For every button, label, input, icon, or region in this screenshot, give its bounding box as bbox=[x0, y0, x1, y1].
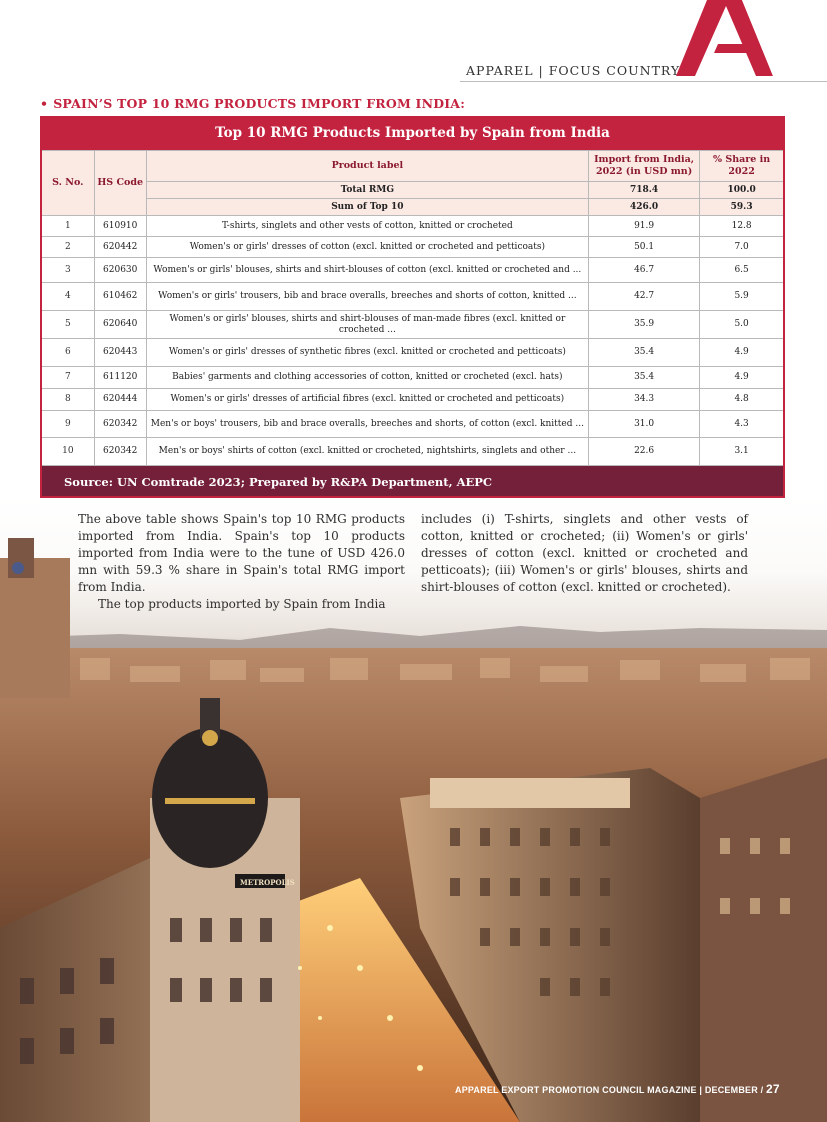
summary-import: 718.4 bbox=[588, 182, 699, 199]
body-column-right bbox=[421, 511, 748, 596]
cell-share: 6.5 bbox=[700, 258, 784, 283]
table-row bbox=[41, 411, 784, 438]
header-import: Import from India, 2022 (in USD mn) bbox=[588, 151, 699, 182]
page-footer bbox=[455, 1082, 780, 1096]
cell-import: 22.6 bbox=[588, 438, 699, 466]
table-row bbox=[41, 311, 784, 339]
cell-product: Babies' garments and clothing accessories of cotton, knitted or crocheted (excl. hats) bbox=[146, 367, 588, 389]
table-source: Source: UN Comtrade 2023; Prepared by R&PA Department, AEPC bbox=[40, 466, 785, 498]
cell-share: 4.9 bbox=[700, 367, 784, 389]
body-paragraph: The above table shows Spain's top 10 RMG products imported from India. Spain's top 10 products imported from India were to the tune of USD 426.0 mn with 59.3 % share in Spain's total RMG import from India. bbox=[78, 512, 405, 594]
cell-import: 35.4 bbox=[588, 367, 699, 389]
cell-import: 91.9 bbox=[588, 216, 699, 237]
cell-import: 35.4 bbox=[588, 339, 699, 367]
cell-sno: 3 bbox=[41, 258, 94, 283]
section-label: APPAREL | FOCUS COUNTRY bbox=[466, 63, 681, 78]
cell-product: Men's or boys' shirts of cotton (excl. knitted or crocheted, nightshirts, singlets and other ... bbox=[146, 438, 588, 466]
cell-hs: 610462 bbox=[94, 283, 146, 311]
table-row bbox=[41, 283, 784, 311]
cell-sno: 5 bbox=[41, 311, 94, 339]
page-number: 27 bbox=[766, 1082, 780, 1096]
table-title: Top 10 RMG Products Imported by Spain from India bbox=[40, 116, 785, 150]
cell-hs: 620443 bbox=[94, 339, 146, 367]
section-heading bbox=[40, 96, 465, 111]
cell-share: 7.0 bbox=[700, 237, 784, 258]
cell-hs: 620630 bbox=[94, 258, 146, 283]
products-table bbox=[40, 116, 785, 498]
cell-hs: 620444 bbox=[94, 389, 146, 411]
cell-sno: 1 bbox=[41, 216, 94, 237]
header-product-label: Product label bbox=[146, 151, 588, 182]
cell-share: 4.3 bbox=[700, 411, 784, 438]
cell-sno: 9 bbox=[41, 411, 94, 438]
cell-sno: 4 bbox=[41, 283, 94, 311]
cell-hs: 611120 bbox=[94, 367, 146, 389]
cell-sno: 10 bbox=[41, 438, 94, 466]
table-row bbox=[41, 367, 784, 389]
cell-hs: 620442 bbox=[94, 237, 146, 258]
cell-hs: 620342 bbox=[94, 438, 146, 466]
cell-import: 46.7 bbox=[588, 258, 699, 283]
summary-import: 426.0 bbox=[588, 199, 699, 216]
cell-product: Women's or girls' dresses of synthetic fibres (excl. knitted or crocheted and petticoats) bbox=[146, 339, 588, 367]
magazine-logo bbox=[670, 0, 827, 76]
cell-share: 4.9 bbox=[700, 339, 784, 367]
header-sno: S. No. bbox=[41, 151, 94, 216]
cell-sno: 7 bbox=[41, 367, 94, 389]
cell-product: T-shirts, singlets and other vests of cotton, knitted or crocheted bbox=[146, 216, 588, 237]
cell-product: Women's or girls' dresses of artificial fibres (excl. knitted or crocheted and petticoats) bbox=[146, 389, 588, 411]
body-column-left bbox=[78, 511, 405, 613]
cell-sno: 8 bbox=[41, 389, 94, 411]
cell-product: Men's or boys' trousers, bib and brace overalls, breeches and shorts, of cotton (excl. knitted ... bbox=[146, 411, 588, 438]
cell-import: 50.1 bbox=[588, 237, 699, 258]
cell-share: 12.8 bbox=[700, 216, 784, 237]
footer-text: APPAREL EXPORT PROMOTION COUNCIL MAGAZINE | DECEMBER / bbox=[455, 1085, 764, 1095]
body-paragraph: includes (i) T-shirts, singlets and other vests of cotton, knitted or crocheted; (ii) Women's or girls' dresses of cotton (excl. knitted or crocheted and petticoats); (iii) Women's or girls' blouses, shirts and shirt-blouses of cotton (excl. knitted or crocheted). bbox=[421, 512, 748, 594]
header-hs-code: HS Code bbox=[94, 151, 146, 216]
cell-product: Women's or girls' blouses, shirts and shirt-blouses of man-made fibres (excl. knitted or crocheted ... bbox=[146, 311, 588, 339]
cell-product: Women's or girls' dresses of cotton (excl. knitted or crocheted and petticoats) bbox=[146, 237, 588, 258]
header-divider bbox=[460, 81, 827, 82]
cell-sno: 6 bbox=[41, 339, 94, 367]
cell-hs: 610910 bbox=[94, 216, 146, 237]
header-share: % Share in 2022 bbox=[700, 151, 784, 182]
summary-share: 100.0 bbox=[700, 182, 784, 199]
cell-share: 5.0 bbox=[700, 311, 784, 339]
cell-import: 42.7 bbox=[588, 283, 699, 311]
summary-label: Total RMG bbox=[146, 182, 588, 199]
cell-hs: 620342 bbox=[94, 411, 146, 438]
body-paragraph: The top products imported by Spain from India bbox=[98, 597, 386, 611]
cell-share: 4.8 bbox=[700, 389, 784, 411]
cell-import: 31.0 bbox=[588, 411, 699, 438]
table-row bbox=[41, 216, 784, 237]
bullet-icon: • bbox=[40, 96, 49, 111]
table-row bbox=[41, 237, 784, 258]
summary-share: 59.3 bbox=[700, 199, 784, 216]
cell-product: Women's or girls' blouses, shirts and shirt-blouses of cotton (excl. knitted or crocheted and ... bbox=[146, 258, 588, 283]
section-heading-text: SPAIN’S TOP 10 RMG PRODUCTS IMPORT FROM INDIA: bbox=[53, 96, 466, 111]
cell-product: Women's or girls' trousers, bib and brace overalls, breeches and shorts of cotton, knitted ... bbox=[146, 283, 588, 311]
metropolis-sign: METROPOLIS bbox=[240, 878, 295, 887]
table-row bbox=[41, 389, 784, 411]
cell-share: 5.9 bbox=[700, 283, 784, 311]
cell-import: 34.3 bbox=[588, 389, 699, 411]
table-row bbox=[41, 339, 784, 367]
cell-hs: 620640 bbox=[94, 311, 146, 339]
cell-share: 3.1 bbox=[700, 438, 784, 466]
cell-import: 35.9 bbox=[588, 311, 699, 339]
table-row bbox=[41, 438, 784, 466]
cell-sno: 2 bbox=[41, 237, 94, 258]
table-row bbox=[41, 258, 784, 283]
summary-label: Sum of Top 10 bbox=[146, 199, 588, 216]
